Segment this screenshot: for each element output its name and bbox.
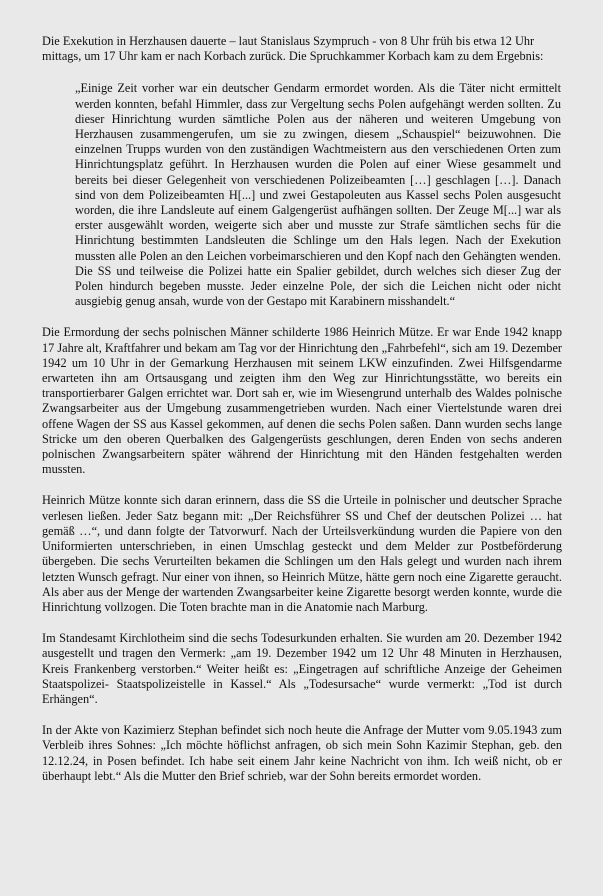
mother-inquiry-paragraph: In der Akte von Kazimierz Stephan befindet sich noch heute die Anfrage der Mutter vom 9.05.1943 zum Verbleib ihres Sohnes: „Ich möchte höflichst anfragen, ob sich mein Sohn Kazimir Stephan, geb. den 12.12.24, in Posen befindet. Ich habe seit einem Jahr keine Nachricht von ihm. Ich weiß nicht, ob er überhaupt lebt.“ Als die Mutter den Brief schrieb, war der Sohn bereits ermordet worden. [42,723,562,783]
witness-paragraph: Die Ermordung der sechs polnischen Männer schilderte 1986 Heinrich Mütze. Er war Ende 1942 knapp 17 Jahre alt, Kraftfahrer und bekam am Tag vor der Hinrichtung den „Fahrbefehl“, sich am 19. Dezember 1942 um 10 Uhr in der Gemarkung Herzhausen mit seinem LKW einzufinden. Zwei Hilfsgendarme erwarteten ihn am Ortsausgang und zeigten ihm den Weg zur Hinrichtungsstätte, wo bereits ein transportierbarer Galgen errichtet war. Dort sah er, wie im Wiesengrund unterhalb des Waldes polnische Zwangsarbeiter aus der Umgebung zusammengetrieben wurden. Nach einer Viertelstunde waren drei offene Wagen der SS aus Kassel gekommen, auf denen die sechs Polen saßen. Dann wurden sechs lange Stricke um den oberen Querbalken des Galgengerüsts geschlungen, deren Enden von sechs anderen polnischen Zwangsarbeitern später während der Hinrichtung mit den Händen festgehalten werden mussten. [42,325,562,477]
execution-paragraph: Heinrich Mütze konnte sich daran erinnern, dass die SS die Urteile in polnischer und deutscher Sprache verlesen ließen. Jeder Satz begann mit: „Der Reichsführer SS und Chef der deutschen Polizei … hat gemäß …“, und dann folgte der Tatvorwurf. Nach der Urteilsverkündung wurden die Papiere von den Uniformierten unterschrieben, in einen Umschlag gesteckt und dem Melder zur Postbeförderung übergeben. Die sechs Verurteilten bekamen die Schlingen um den Hals gelegt und wurden nach ihrem letzten Wunsch gefragt. Nur einer von ihnen, so Heinrich Mütze, hätte gern noch eine Zigarette geraucht. Als aber aus der Menge der wartenden Zwangsarbeiter keine Zigarette besorgt werden konnte, wurde die Hinrichtung vollzogen. Die Toten brachte man in die Anatomie nach Marburg. [42,493,562,614]
verdict-quote: „Einige Zeit vorher war ein deutscher Gendarm ermordet worden. Als die Täter nicht ermittelt werden konnten, befahl Himmler, dass zur Vergeltung sechs Polen aufgehängt werden sollten. Zu dieser Hinrichtung wurden sämtliche Polen aus der näheren und weiteren Umgebung von Herzhausen zusammengerufen, um sie zu zwingen, diesem „Schauspiel“ beizuwohnen. Die einzelnen Trupps wurden von den zuständigen Wachtmeistern aus den verschiedenen Orten zum Hinrichtungsplatz geführt. In Herzhausen wurden die Polen auf einer Wiese gesammelt und bereits bei dieser Gelegenheit von verschiedenen Polizeibeamten […] geschlagen […]. Danach sind von dem Polizeibeamten H[...] und zwei Gestapoleuten aus Kassel sechs Polen ausgesucht worden, die ihre Landsleute auf einem Galgengerüst aufhängen sollten. Der Zeuge M[...] war als erster ausgewählt worden, weigerte sich aber und musste zur Strafe sämtlichen sechs für die Hinrichtung bestimmten Landsleuten die Schlinge um den Hals legen. Nach der Exekution mussten alle Polen an den Leichen vorbeimarschieren und den Kopf nach den Gehängten wenden. Die SS und teilweise die Polizei hatte ein Spalier gebildet, durch welches sich dieser Zug der Polen hindurch begeben musste. Jeder einzelne Pole, der sich die Leichen nicht oder nicht ausgiebig genug ansah, wurde von der Gestapo mit Karabinern misshandelt.“ [75,81,561,309]
death-certificates-paragraph: Im Standesamt Kirchlotheim sind die sechs Todesurkunden erhalten. Sie wurden am 20. Dezember 1942 ausgestellt und tragen den Vermerk: „am 19. Dezember 1942 um 12 Uhr 48 Minuten in Herzhausen, Kreis Frankenberg verstorben.“ Weiter heißt es: „Eingetragen auf schriftliche Anzeige der Geheimen Staatspolizei- Staatspolizeistelle in Kassel.“ Als „Todesursache“ wurde vermerkt: „Tod ist durch Erhängen“. [42,631,562,706]
intro-paragraph: Die Exekution in Herzhausen dauerte – laut Stanislaus Szympruch - von 8 Uhr früh bis etwa 12 Uhr mittags, um 17 Uhr kam er nach Korbach zurück. Die Spruchkammer Korbach kam zu dem Ergebnis: [42,34,544,64]
